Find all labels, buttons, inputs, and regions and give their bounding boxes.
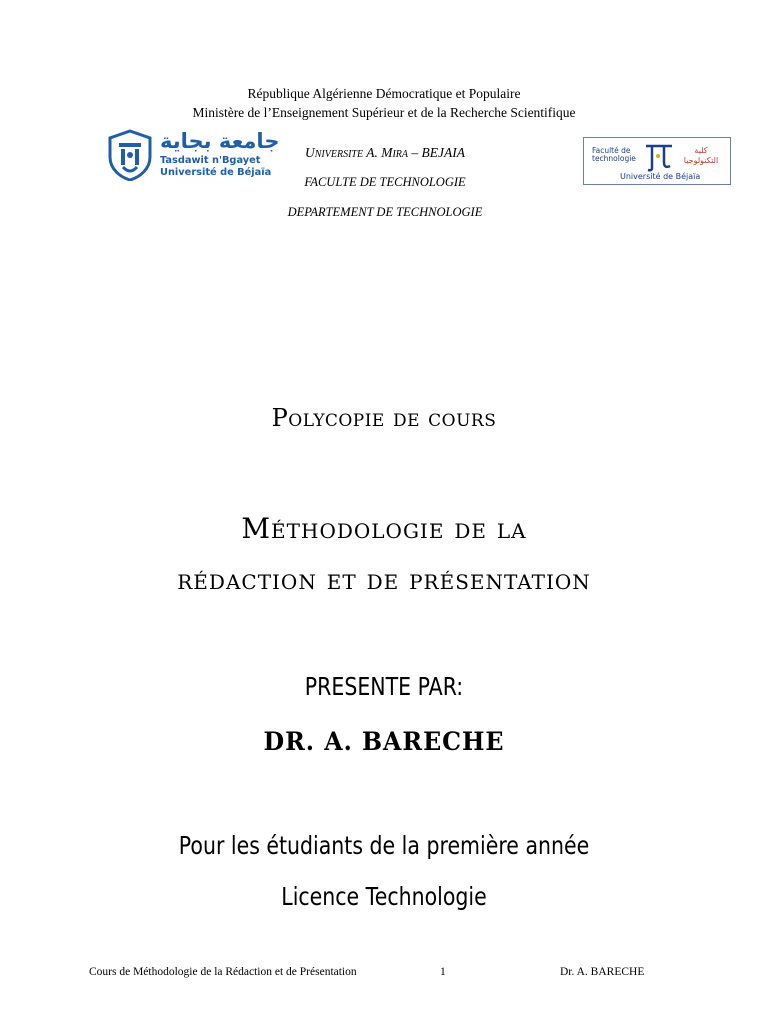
audience-line1: Pour les étudiants de la première année: [178, 831, 590, 860]
audience-line2: Licence Technologie: [281, 882, 487, 911]
presented-by-label: PRESENTE PAR:: [304, 672, 464, 701]
department-name: DEPARTEMENT DE TECHNOLOGIE: [287, 205, 483, 219]
footer-course: Cours de Méthodologie de la Rédaction et de Présentation: [89, 966, 357, 978]
faculty-mark-icon: [642, 142, 676, 172]
university-seal-icon: [106, 129, 154, 181]
faculty-name: FACULTE DE TECHNOLOGIE: [304, 175, 466, 189]
faculty-logo-label: Faculté de technologie: [592, 146, 636, 163]
logo-kabyle-name: Tasdawit n'Bgayet: [160, 155, 261, 166]
logo-arabic-name: جامعة بجاية: [160, 129, 280, 153]
author-name: DR. A. BARECHE: [263, 727, 505, 756]
faculty-logo-arabic: كلية التكنولوجيا: [683, 146, 719, 165]
course-title-line1: Méthodologie de la: [241, 512, 527, 545]
course-title-line2: rédaction et de présentation: [177, 563, 591, 596]
republic-heading: République Algérienne Démocratique et Populaire: [247, 86, 521, 101]
faculty-logo-university: Université de Béjaïa: [620, 172, 701, 181]
ministry-heading: Ministère de l’Enseignement Supérieur et de la Recherche Scientifique: [192, 105, 576, 120]
footer-page-number: 1: [440, 966, 446, 978]
document-kind: Polycopie de cours: [271, 404, 497, 432]
faculty-logo: [583, 137, 731, 185]
footer-author: Dr. A. BARECHE: [560, 966, 645, 978]
logo-french-name: Université de Béjaïa: [160, 167, 272, 178]
university-name: UNIVERSITE A. MIRA – BEJAIA: [305, 145, 465, 160]
